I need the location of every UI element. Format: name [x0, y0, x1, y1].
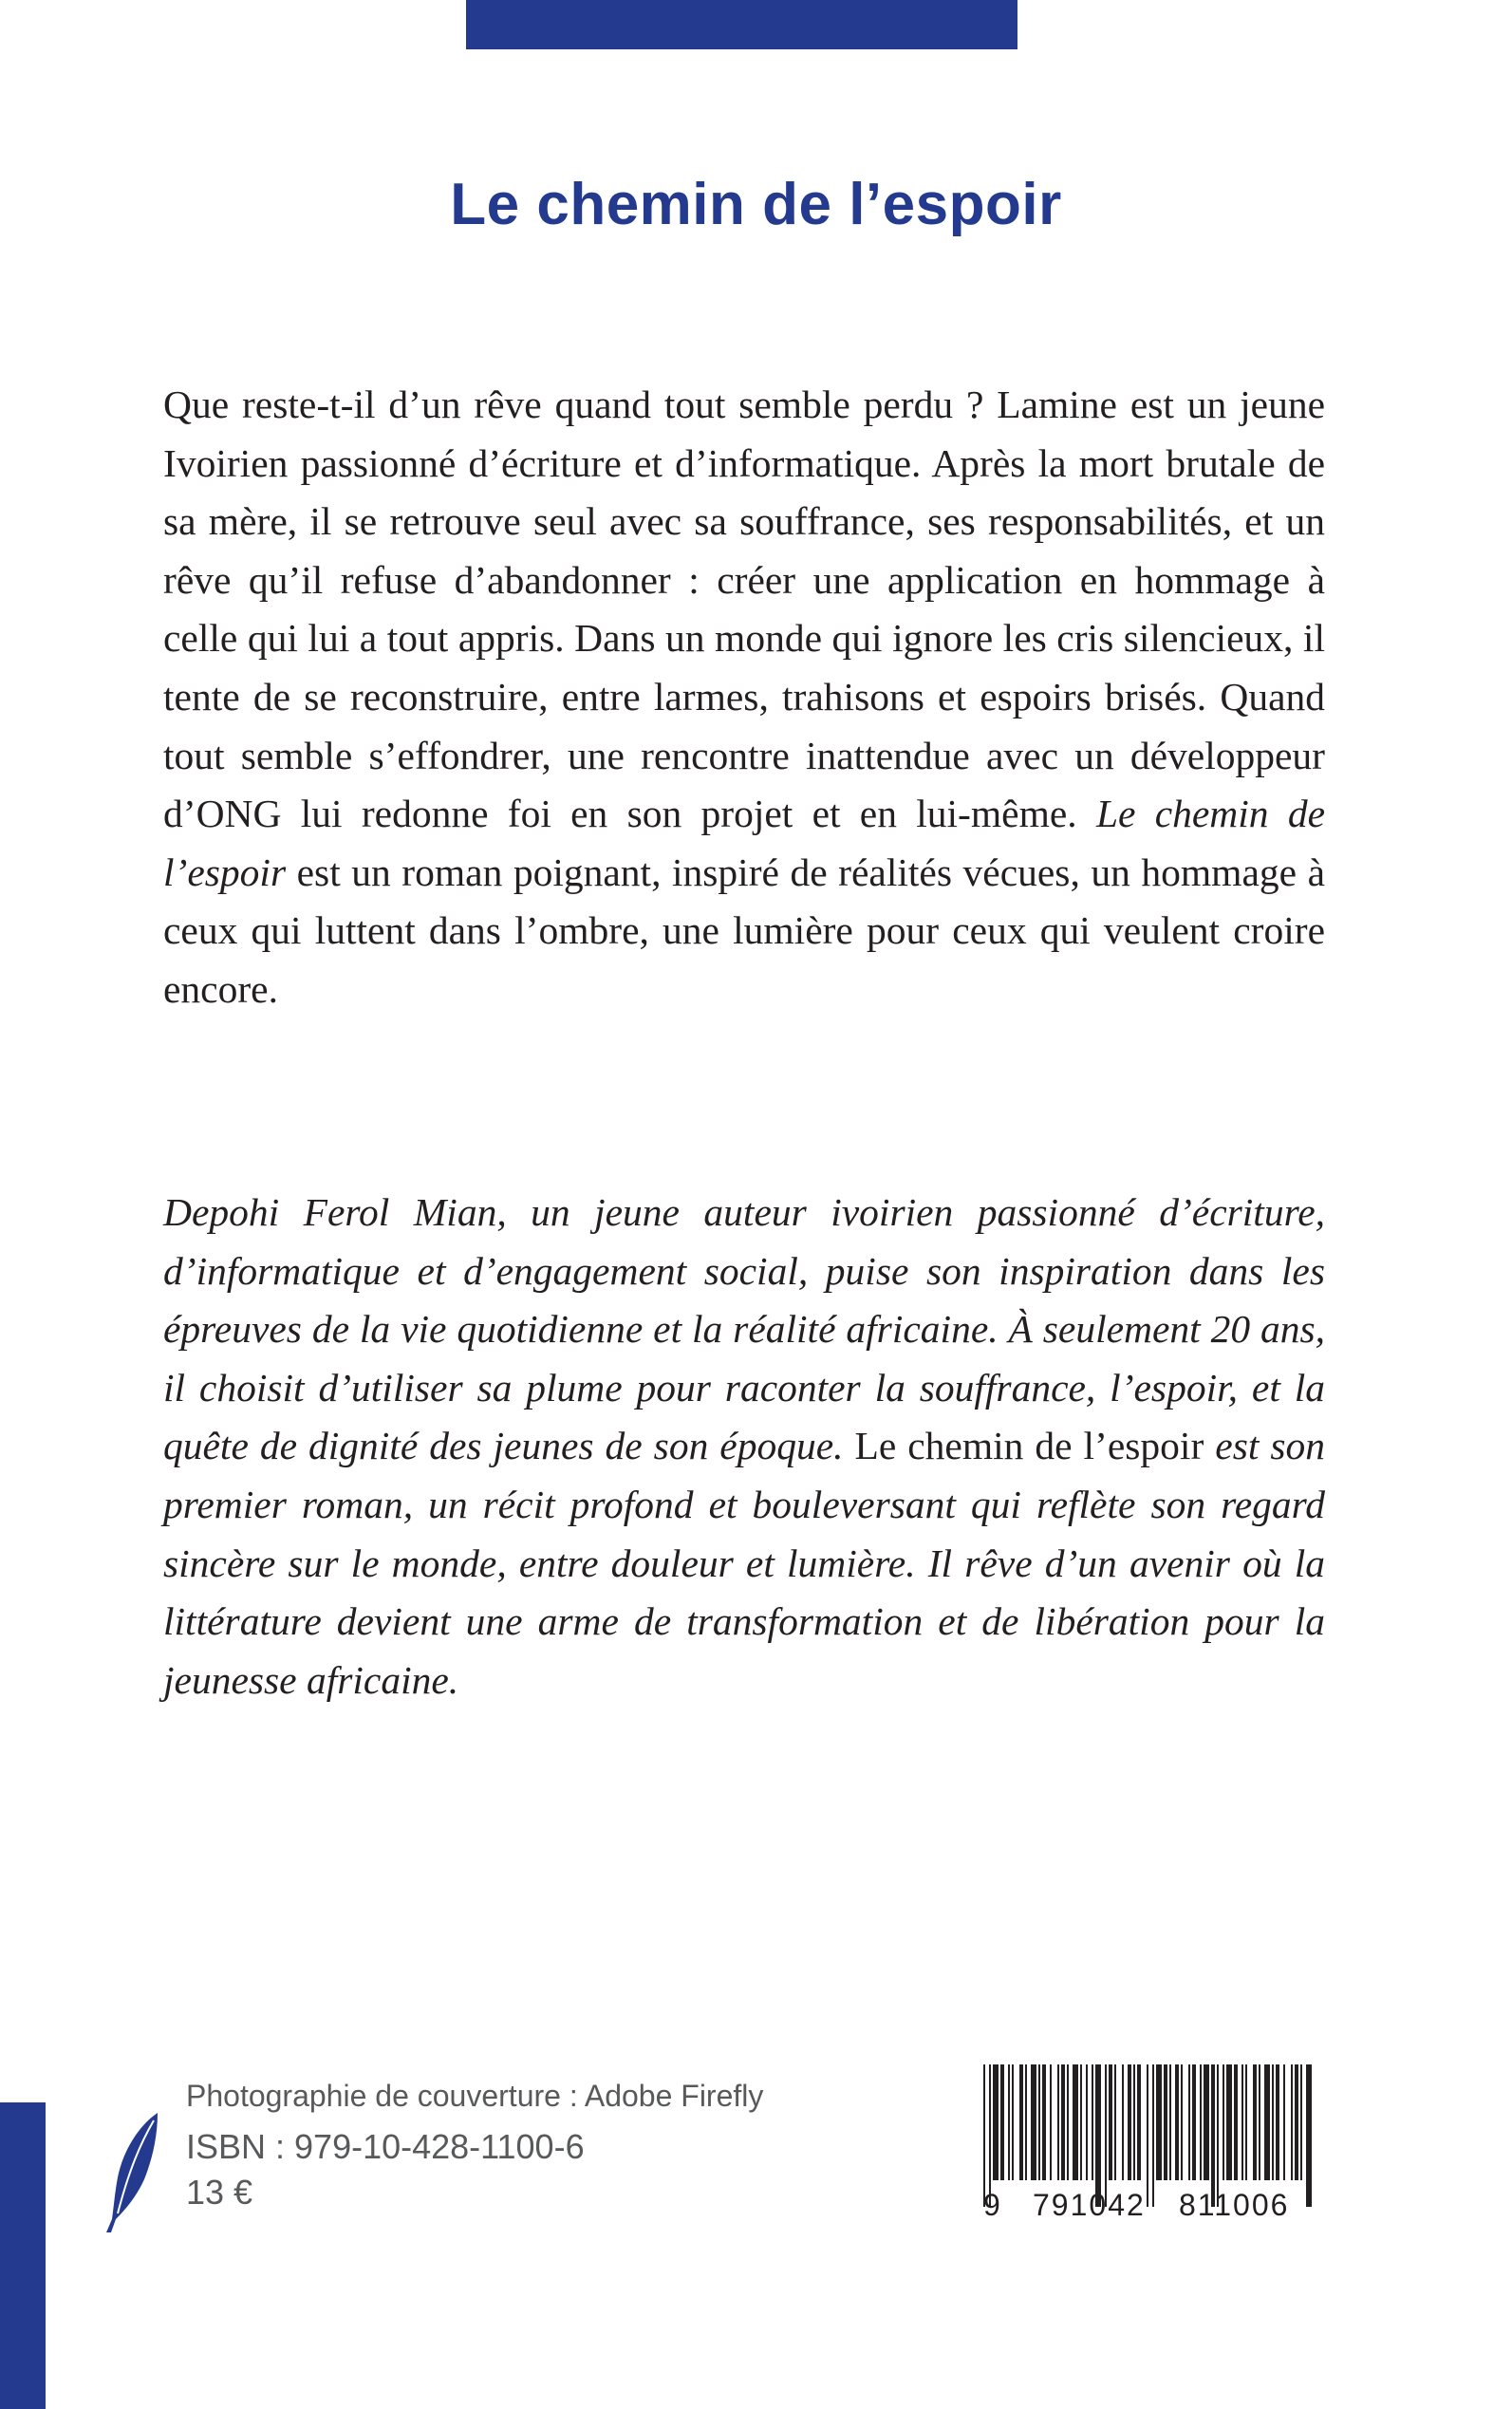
book-title: Le chemin de l’espoir [450, 172, 1062, 237]
barcode-stripe [1164, 2064, 1167, 2180]
barcode-stripe [1067, 2064, 1069, 2180]
barcode-right-digits: 811006 [1179, 2188, 1290, 2222]
isbn-text: ISBN : 979-10-428-1100-6 [186, 2127, 585, 2166]
barcode-stripe [993, 2064, 999, 2180]
barcode-stripe [1042, 2064, 1046, 2180]
barcode-stripe [1122, 2064, 1124, 2180]
synopsis-part-2: est un roman poignant, inspiré de réalités vécues, un hommage à ceux qui luttent dans l’ombre, une lumière pour ceux qui veulent croire encore. [163, 850, 1325, 1011]
barcode-stripe [1086, 2064, 1088, 2180]
barcode-stripe [1169, 2064, 1171, 2180]
top-accent-bar [466, 0, 1017, 49]
barcode-stripe [1073, 2064, 1078, 2180]
barcode-stripe [1025, 2064, 1027, 2180]
barcode-digits [983, 2186, 1317, 2224]
barcode-stripe [1200, 2064, 1202, 2180]
barcode-stripe [1092, 2064, 1093, 2180]
barcode-first-digit: 9 [983, 2188, 1000, 2222]
bio-title-roman: Le chemin de l’espoir [843, 1424, 1204, 1468]
synopsis-part-1: Que reste-t-il d’un rêve quand tout semble perdu ? Lamine est un jeune Ivoirien passionné d’écriture et d’informatique. Après la mort brutale de sa mère, il se retrouve seul avec sa souffrance, ses responsabilités, et un rêve qu’il refuse d’abandonner : créer une application en hommage à celle qui lui a tout appris. Dans un monde qui ignore les cris silencieux, il tente de se reconstruire, entre larmes, trahisons et espoirs brisés. Quand tout semble s’effondrer, une rencontre inattendue avec un développeur d’ONG lui redonne foi en son projet et en lui-même. [163, 383, 1325, 836]
barcode-left-digits: 791042 [1033, 2188, 1146, 2222]
synopsis-text [163, 376, 1325, 1019]
barcode-stripe [1128, 2064, 1131, 2180]
barcode-stripe [1204, 2064, 1209, 2180]
barcode-stripe [1259, 2064, 1260, 2180]
synopsis-title-italic: Le chemin de l’espoir [163, 792, 1325, 894]
barcode-stripe [1061, 2064, 1065, 2180]
barcode-stripe [1295, 2064, 1298, 2180]
barcode-stripe [1276, 2064, 1279, 2180]
left-accent-bar [0, 2102, 46, 2409]
barcode-stripe [1137, 2064, 1141, 2180]
barcode-stripe [1234, 2064, 1238, 2180]
author-bio [163, 1184, 1325, 1709]
barcode-stripe [1008, 2064, 1010, 2180]
barcode-stripe [1050, 2064, 1052, 2180]
barcode-stripe [1245, 2064, 1247, 2180]
barcode-stripe [1188, 2064, 1190, 2180]
credits-block [186, 2077, 763, 2217]
barcode-stripe [1109, 2064, 1112, 2180]
barcode-stripe [1226, 2064, 1232, 2180]
barcode-stripe [1031, 2064, 1036, 2180]
barcode-stripe [1019, 2064, 1023, 2180]
barcode-stripe [1272, 2064, 1274, 2180]
photo-credit: Photographie de couverture : Adobe Firefly [186, 2079, 764, 2113]
barcode-stripe [1291, 2064, 1293, 2180]
bio-part-1: Depohi Ferol Mian, un jeune auteur ivoirien passionné d’écriture, d’informatique et d’engagement social, puise son inspiration dans les épreuves de la vie quotidienne et la réalité africaine. À seulement 20 ans, il choisit d’utiliser sa plume pour raconter la souffrance, l’espoir, et la quête de dignité des jeunes de son époque. [163, 1190, 1325, 1468]
barcode-stripe [1080, 2064, 1082, 2180]
barcode-stripe [1133, 2064, 1135, 2180]
barcode-stripe [1156, 2064, 1162, 2180]
barcode-stripe [1264, 2064, 1270, 2180]
quill-icon [103, 2111, 169, 2234]
barcode-stripe [1038, 2064, 1040, 2180]
barcode-stripe [1057, 2064, 1059, 2180]
barcode-stripe [1192, 2064, 1196, 2180]
barcode-stripe [1300, 2064, 1302, 2180]
bio-part-2: est son premier roman, un récit profond et bouleversant qui reflète son regard sincère sur le monde, entre douleur et lumière. Il rêve d’un avenir où la littérature devient une arme de transformation et de libération pour la jeunesse africaine. [163, 1424, 1326, 1702]
barcode-stripe [1000, 2064, 1004, 2180]
barcode-stripe [1253, 2064, 1257, 2180]
barcode-stripe [1283, 2064, 1285, 2180]
price-text: 13 € [186, 2173, 253, 2212]
barcode-stripe [1223, 2064, 1224, 2180]
barcode-stripe [1241, 2064, 1243, 2180]
barcode-stripe [1114, 2064, 1116, 2180]
barcode-stripe [1012, 2064, 1014, 2180]
barcode-stripe [1175, 2064, 1179, 2180]
barcode-stripe [1181, 2064, 1183, 2180]
